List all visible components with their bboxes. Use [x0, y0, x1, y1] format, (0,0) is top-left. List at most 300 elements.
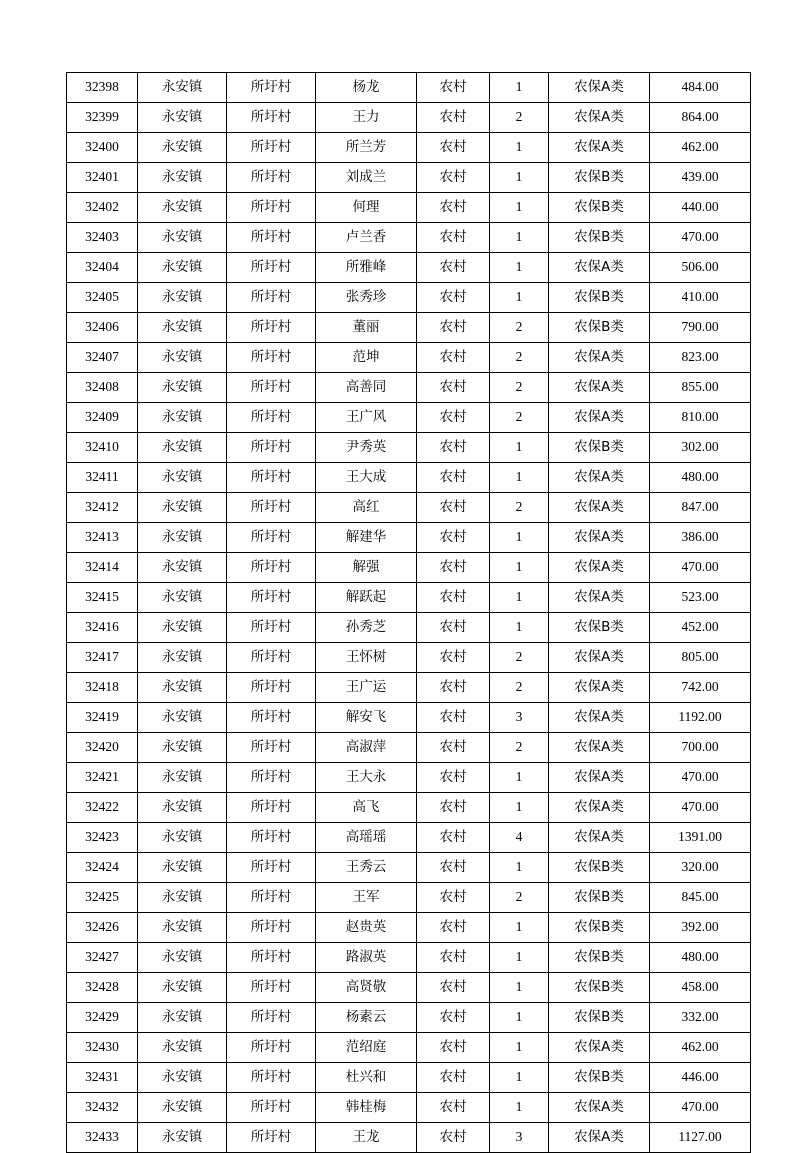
cell-type: 农村	[417, 613, 490, 643]
cell-id: 32407	[67, 343, 138, 373]
cell-type: 农村	[417, 583, 490, 613]
cell-village: 所圩村	[227, 73, 316, 103]
cell-town: 永安镇	[138, 793, 227, 823]
cell-village: 所圩村	[227, 313, 316, 343]
cell-village: 所圩村	[227, 1093, 316, 1123]
cell-id: 32421	[67, 763, 138, 793]
table-row	[67, 673, 751, 703]
cell-village: 所圩村	[227, 283, 316, 313]
cell-id: 32418	[67, 673, 138, 703]
table-row	[67, 1063, 751, 1093]
cell-amount: 392.00	[650, 913, 751, 943]
table-row	[67, 1003, 751, 1033]
table-row	[67, 313, 751, 343]
cell-id: 32406	[67, 313, 138, 343]
cell-town: 永安镇	[138, 133, 227, 163]
table-row	[67, 763, 751, 793]
table-row	[67, 793, 751, 823]
cell-amount: 810.00	[650, 403, 751, 433]
cell-village: 所圩村	[227, 703, 316, 733]
cell-count: 1	[490, 913, 549, 943]
cell-id: 32409	[67, 403, 138, 433]
cell-town: 永安镇	[138, 613, 227, 643]
cell-amount: 742.00	[650, 673, 751, 703]
cell-town: 永安镇	[138, 553, 227, 583]
cell-type: 农村	[417, 1003, 490, 1033]
cell-amount: 440.00	[650, 193, 751, 223]
cell-category: 农保A类	[549, 103, 650, 133]
cell-town: 永安镇	[138, 643, 227, 673]
cell-type: 农村	[417, 1033, 490, 1063]
cell-village: 所圩村	[227, 883, 316, 913]
cell-category: 农保B类	[549, 163, 650, 193]
cell-type: 农村	[417, 1063, 490, 1093]
cell-count: 3	[490, 1123, 549, 1153]
cell-category: 农保B类	[549, 283, 650, 313]
cell-name: 杜兴和	[316, 1063, 417, 1093]
cell-category: 农保A类	[549, 793, 650, 823]
cell-type: 农村	[417, 103, 490, 133]
cell-name: 所雅峰	[316, 253, 417, 283]
cell-id: 32404	[67, 253, 138, 283]
cell-amount: 410.00	[650, 283, 751, 313]
table-row	[67, 583, 751, 613]
cell-village: 所圩村	[227, 553, 316, 583]
cell-type: 农村	[417, 373, 490, 403]
cell-type: 农村	[417, 253, 490, 283]
cell-type: 农村	[417, 1123, 490, 1153]
cell-category: 农保B类	[549, 883, 650, 913]
cell-count: 2	[490, 313, 549, 343]
cell-town: 永安镇	[138, 283, 227, 313]
cell-count: 1	[490, 193, 549, 223]
cell-id: 32405	[67, 283, 138, 313]
cell-category: 农保A类	[549, 463, 650, 493]
cell-name: 王力	[316, 103, 417, 133]
cell-category: 农保A类	[549, 763, 650, 793]
cell-amount: 700.00	[650, 733, 751, 763]
cell-village: 所圩村	[227, 193, 316, 223]
cell-id: 32417	[67, 643, 138, 673]
cell-type: 农村	[417, 553, 490, 583]
cell-village: 所圩村	[227, 793, 316, 823]
table-row	[67, 463, 751, 493]
cell-amount: 506.00	[650, 253, 751, 283]
cell-village: 所圩村	[227, 643, 316, 673]
cell-id: 32423	[67, 823, 138, 853]
cell-village: 所圩村	[227, 583, 316, 613]
cell-id: 32430	[67, 1033, 138, 1063]
cell-category: 农保A类	[549, 673, 650, 703]
cell-village: 所圩村	[227, 253, 316, 283]
cell-name: 王大永	[316, 763, 417, 793]
cell-category: 农保B类	[549, 853, 650, 883]
cell-amount: 470.00	[650, 793, 751, 823]
cell-type: 农村	[417, 133, 490, 163]
cell-town: 永安镇	[138, 373, 227, 403]
cell-town: 永安镇	[138, 163, 227, 193]
cell-count: 1	[490, 583, 549, 613]
cell-count: 2	[490, 103, 549, 133]
cell-name: 路淑英	[316, 943, 417, 973]
cell-id: 32412	[67, 493, 138, 523]
table-row	[67, 823, 751, 853]
cell-amount: 302.00	[650, 433, 751, 463]
cell-name: 所兰芳	[316, 133, 417, 163]
cell-town: 永安镇	[138, 583, 227, 613]
cell-village: 所圩村	[227, 163, 316, 193]
cell-id: 32425	[67, 883, 138, 913]
cell-name: 杨龙	[316, 73, 417, 103]
cell-name: 范绍庭	[316, 1033, 417, 1063]
table-row	[67, 403, 751, 433]
cell-category: 农保B类	[549, 193, 650, 223]
cell-town: 永安镇	[138, 1003, 227, 1033]
cell-type: 农村	[417, 703, 490, 733]
cell-name: 刘成兰	[316, 163, 417, 193]
cell-category: 农保B类	[549, 1063, 650, 1093]
cell-amount: 1192.00	[650, 703, 751, 733]
cell-count: 1	[490, 1033, 549, 1063]
cell-id: 32403	[67, 223, 138, 253]
cell-count: 1	[490, 523, 549, 553]
cell-category: 农保A类	[549, 343, 650, 373]
table-row	[67, 853, 751, 883]
cell-id: 32400	[67, 133, 138, 163]
cell-town: 永安镇	[138, 673, 227, 703]
table-row	[67, 703, 751, 733]
cell-name: 王广运	[316, 673, 417, 703]
cell-name: 高飞	[316, 793, 417, 823]
table-row	[67, 283, 751, 313]
table-row	[67, 373, 751, 403]
cell-category: 农保A类	[549, 373, 650, 403]
table-row	[67, 733, 751, 763]
cell-town: 永安镇	[138, 943, 227, 973]
cell-category: 农保A类	[549, 643, 650, 673]
cell-id: 32416	[67, 613, 138, 643]
table-row	[67, 133, 751, 163]
cell-town: 永安镇	[138, 73, 227, 103]
cell-name: 解跃起	[316, 583, 417, 613]
cell-count: 1	[490, 283, 549, 313]
table-row	[67, 73, 751, 103]
cell-town: 永安镇	[138, 763, 227, 793]
cell-town: 永安镇	[138, 313, 227, 343]
cell-name: 高贤敬	[316, 973, 417, 1003]
cell-amount: 484.00	[650, 73, 751, 103]
cell-id: 32411	[67, 463, 138, 493]
cell-name: 王广风	[316, 403, 417, 433]
cell-amount: 864.00	[650, 103, 751, 133]
cell-amount: 462.00	[650, 133, 751, 163]
cell-name: 赵贵英	[316, 913, 417, 943]
cell-amount: 1127.00	[650, 1123, 751, 1153]
cell-amount: 470.00	[650, 1093, 751, 1123]
cell-village: 所圩村	[227, 103, 316, 133]
cell-count: 1	[490, 763, 549, 793]
cell-id: 32433	[67, 1123, 138, 1153]
cell-count: 2	[490, 643, 549, 673]
cell-amount: 855.00	[650, 373, 751, 403]
cell-amount: 446.00	[650, 1063, 751, 1093]
table-row	[67, 643, 751, 673]
table-row	[67, 163, 751, 193]
cell-id: 32420	[67, 733, 138, 763]
cell-category: 农保B类	[549, 313, 650, 343]
cell-name: 卢兰香	[316, 223, 417, 253]
cell-amount: 805.00	[650, 643, 751, 673]
cell-name: 尹秀英	[316, 433, 417, 463]
cell-village: 所圩村	[227, 463, 316, 493]
cell-count: 2	[490, 373, 549, 403]
cell-name: 孙秀芝	[316, 613, 417, 643]
cell-town: 永安镇	[138, 883, 227, 913]
cell-village: 所圩村	[227, 1003, 316, 1033]
cell-category: 农保A类	[549, 1123, 650, 1153]
cell-type: 农村	[417, 823, 490, 853]
cell-id: 32398	[67, 73, 138, 103]
table-row	[67, 223, 751, 253]
cell-id: 32408	[67, 373, 138, 403]
cell-town: 永安镇	[138, 403, 227, 433]
cell-id: 32422	[67, 793, 138, 823]
table-row	[67, 1093, 751, 1123]
cell-id: 32401	[67, 163, 138, 193]
cell-count: 1	[490, 1003, 549, 1033]
cell-id: 32424	[67, 853, 138, 883]
cell-category: 农保B类	[549, 943, 650, 973]
table-row	[67, 253, 751, 283]
table-row	[67, 1123, 751, 1153]
cell-name: 王秀云	[316, 853, 417, 883]
table-row	[67, 553, 751, 583]
cell-village: 所圩村	[227, 733, 316, 763]
cell-name: 解强	[316, 553, 417, 583]
cell-type: 农村	[417, 883, 490, 913]
cell-town: 永安镇	[138, 703, 227, 733]
cell-category: 农保B类	[549, 433, 650, 463]
cell-amount: 386.00	[650, 523, 751, 553]
cell-amount: 332.00	[650, 1003, 751, 1033]
cell-town: 永安镇	[138, 463, 227, 493]
cell-id: 32410	[67, 433, 138, 463]
cell-name: 高淑萍	[316, 733, 417, 763]
cell-village: 所圩村	[227, 223, 316, 253]
cell-count: 2	[490, 883, 549, 913]
cell-count: 1	[490, 613, 549, 643]
cell-amount: 480.00	[650, 943, 751, 973]
cell-count: 1	[490, 1063, 549, 1093]
cell-village: 所圩村	[227, 1063, 316, 1093]
cell-village: 所圩村	[227, 613, 316, 643]
cell-name: 何理	[316, 193, 417, 223]
cell-type: 农村	[417, 223, 490, 253]
cell-count: 1	[490, 73, 549, 103]
cell-id: 32426	[67, 913, 138, 943]
cell-town: 永安镇	[138, 433, 227, 463]
cell-category: 农保A类	[549, 583, 650, 613]
table-row	[67, 913, 751, 943]
cell-count: 2	[490, 733, 549, 763]
cell-count: 4	[490, 823, 549, 853]
cell-count: 1	[490, 433, 549, 463]
cell-amount: 439.00	[650, 163, 751, 193]
cell-town: 永安镇	[138, 223, 227, 253]
cell-type: 农村	[417, 523, 490, 553]
cell-category: 农保A类	[549, 733, 650, 763]
table-row	[67, 433, 751, 463]
cell-name: 杨素云	[316, 1003, 417, 1033]
cell-category: 农保B类	[549, 223, 650, 253]
cell-count: 1	[490, 853, 549, 883]
cell-village: 所圩村	[227, 133, 316, 163]
cell-type: 农村	[417, 313, 490, 343]
cell-category: 农保A类	[549, 553, 650, 583]
cell-type: 农村	[417, 433, 490, 463]
cell-name: 王龙	[316, 1123, 417, 1153]
cell-town: 永安镇	[138, 1063, 227, 1093]
table-row	[67, 883, 751, 913]
cell-type: 农村	[417, 193, 490, 223]
cell-name: 韩桂梅	[316, 1093, 417, 1123]
cell-type: 农村	[417, 973, 490, 1003]
cell-category: 农保A类	[549, 823, 650, 853]
cell-village: 所圩村	[227, 403, 316, 433]
cell-type: 农村	[417, 913, 490, 943]
cell-village: 所圩村	[227, 1033, 316, 1063]
cell-count: 1	[490, 553, 549, 583]
cell-amount: 845.00	[650, 883, 751, 913]
cell-village: 所圩村	[227, 1123, 316, 1153]
cell-count: 1	[490, 463, 549, 493]
cell-id: 32414	[67, 553, 138, 583]
cell-village: 所圩村	[227, 493, 316, 523]
cell-amount: 462.00	[650, 1033, 751, 1063]
cell-amount: 823.00	[650, 343, 751, 373]
cell-name: 解安飞	[316, 703, 417, 733]
cell-count: 1	[490, 1093, 549, 1123]
table-row	[67, 103, 751, 133]
beneficiary-table	[66, 72, 751, 1153]
cell-name: 王大成	[316, 463, 417, 493]
cell-town: 永安镇	[138, 1093, 227, 1123]
cell-village: 所圩村	[227, 823, 316, 853]
cell-id: 32413	[67, 523, 138, 553]
cell-town: 永安镇	[138, 253, 227, 283]
cell-name: 高善同	[316, 373, 417, 403]
cell-amount: 480.00	[650, 463, 751, 493]
cell-count: 2	[490, 343, 549, 373]
cell-village: 所圩村	[227, 523, 316, 553]
cell-village: 所圩村	[227, 343, 316, 373]
cell-town: 永安镇	[138, 973, 227, 1003]
cell-id: 32432	[67, 1093, 138, 1123]
cell-count: 1	[490, 943, 549, 973]
table-row	[67, 613, 751, 643]
cell-category: 农保B类	[549, 613, 650, 643]
cell-name: 高瑶瑶	[316, 823, 417, 853]
cell-id: 32415	[67, 583, 138, 613]
cell-id: 32428	[67, 973, 138, 1003]
cell-name: 王军	[316, 883, 417, 913]
cell-type: 农村	[417, 643, 490, 673]
cell-amount: 320.00	[650, 853, 751, 883]
cell-town: 永安镇	[138, 1033, 227, 1063]
cell-town: 永安镇	[138, 1123, 227, 1153]
cell-village: 所圩村	[227, 433, 316, 463]
table-row	[67, 493, 751, 523]
cell-category: 农保A类	[549, 703, 650, 733]
cell-category: 农保B类	[549, 973, 650, 1003]
cell-name: 董丽	[316, 313, 417, 343]
cell-type: 农村	[417, 733, 490, 763]
cell-count: 2	[490, 673, 549, 703]
cell-amount: 470.00	[650, 763, 751, 793]
table-row	[67, 943, 751, 973]
cell-name: 范坤	[316, 343, 417, 373]
table-row	[67, 973, 751, 1003]
cell-id: 32419	[67, 703, 138, 733]
cell-category: 农保B类	[549, 913, 650, 943]
cell-town: 永安镇	[138, 343, 227, 373]
cell-type: 农村	[417, 463, 490, 493]
cell-type: 农村	[417, 163, 490, 193]
cell-type: 农村	[417, 943, 490, 973]
cell-amount: 847.00	[650, 493, 751, 523]
cell-village: 所圩村	[227, 943, 316, 973]
cell-count: 1	[490, 793, 549, 823]
cell-count: 1	[490, 253, 549, 283]
cell-category: 农保A类	[549, 1093, 650, 1123]
cell-count: 2	[490, 403, 549, 433]
cell-name: 王怀树	[316, 643, 417, 673]
cell-name: 高红	[316, 493, 417, 523]
cell-amount: 470.00	[650, 223, 751, 253]
cell-id: 32431	[67, 1063, 138, 1093]
cell-category: 农保A类	[549, 133, 650, 163]
cell-count: 1	[490, 973, 549, 1003]
cell-type: 农村	[417, 283, 490, 313]
cell-town: 永安镇	[138, 523, 227, 553]
cell-category: 农保B类	[549, 1003, 650, 1033]
table-row	[67, 193, 751, 223]
cell-amount: 790.00	[650, 313, 751, 343]
cell-town: 永安镇	[138, 193, 227, 223]
table-row	[67, 523, 751, 553]
cell-category: 农保A类	[549, 523, 650, 553]
cell-village: 所圩村	[227, 853, 316, 883]
cell-town: 永安镇	[138, 733, 227, 763]
cell-category: 农保A类	[549, 253, 650, 283]
cell-category: 农保A类	[549, 73, 650, 103]
cell-type: 农村	[417, 73, 490, 103]
cell-type: 农村	[417, 493, 490, 523]
cell-type: 农村	[417, 793, 490, 823]
cell-town: 永安镇	[138, 913, 227, 943]
cell-town: 永安镇	[138, 103, 227, 133]
cell-town: 永安镇	[138, 493, 227, 523]
table-row	[67, 1033, 751, 1063]
cell-count: 3	[490, 703, 549, 733]
cell-amount: 452.00	[650, 613, 751, 643]
cell-id: 32402	[67, 193, 138, 223]
cell-count: 1	[490, 223, 549, 253]
cell-amount: 523.00	[650, 583, 751, 613]
cell-amount: 470.00	[650, 553, 751, 583]
table-row	[67, 343, 751, 373]
cell-village: 所圩村	[227, 913, 316, 943]
